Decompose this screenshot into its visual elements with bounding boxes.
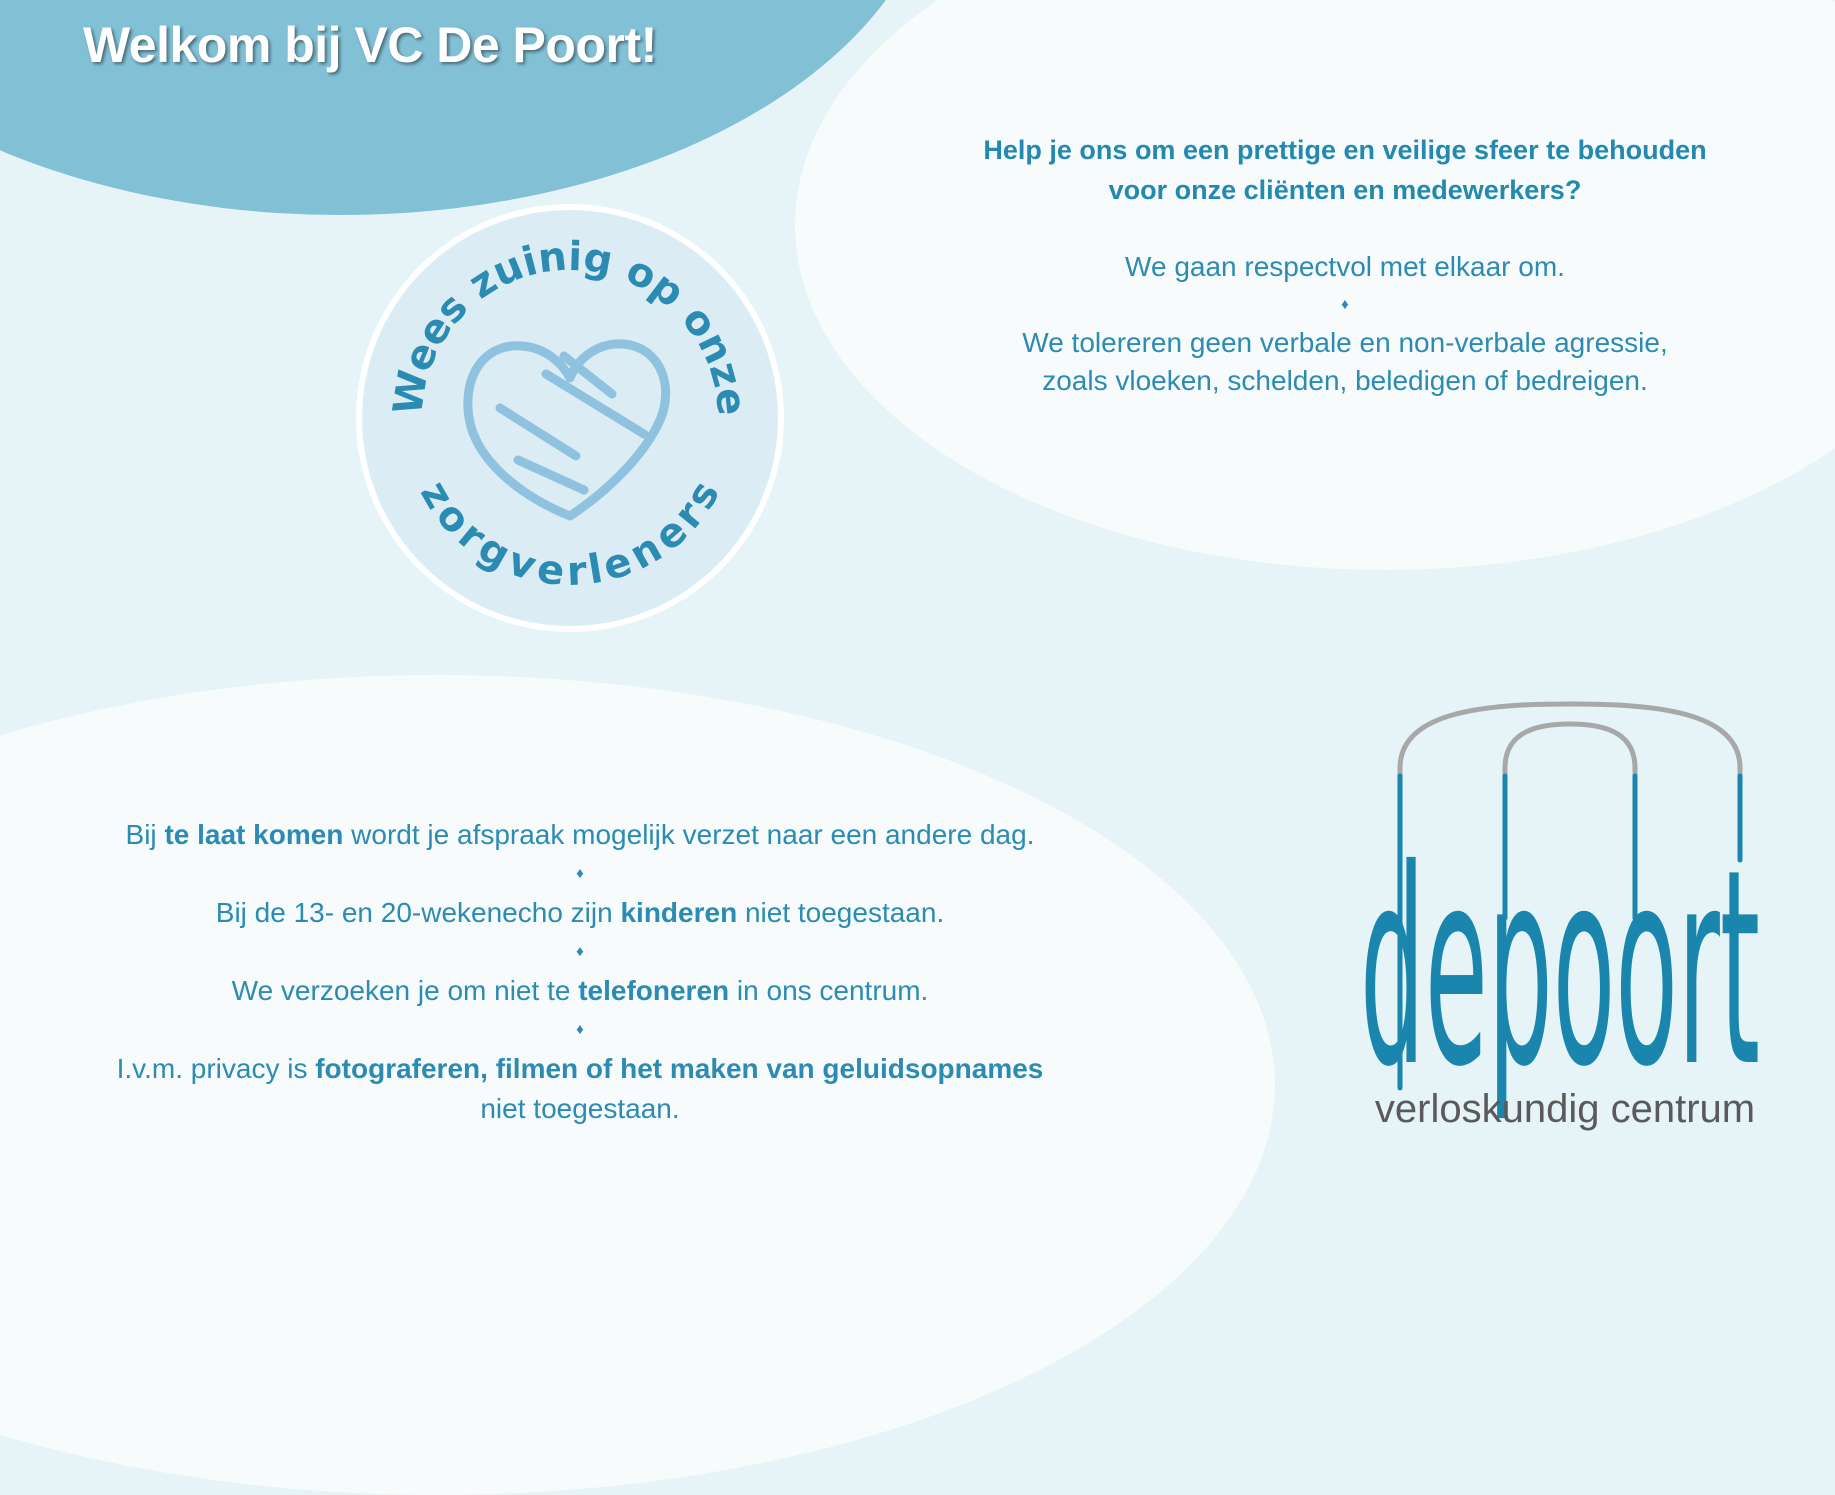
rule-respect: We gaan respectvol met elkaar om. xyxy=(1125,251,1565,282)
separator-diamond-icon: ♦ xyxy=(576,1021,584,1038)
separator-diamond-icon: ♦ xyxy=(1341,296,1349,313)
rule-aggression-line-1: We tolereren geen verbale en non-verbale agressie, xyxy=(1022,327,1668,358)
intro-section xyxy=(930,130,1760,400)
rule-late: Bij te laat komen wordt je afspraak mogelijk verzet naar een andere dag. xyxy=(125,819,1035,850)
rule-privacy: I.v.m. privacy is fotograferen, filmen of het maken van geluidsopnames xyxy=(116,1053,1044,1084)
logo xyxy=(1340,690,1780,1140)
logo-arch-icon xyxy=(1400,704,1740,776)
separator-diamond-icon: ♦ xyxy=(576,943,584,960)
intro-lead-line-2: voor onze cliënten en medewerkers? xyxy=(1108,175,1582,205)
badge-arc-bottom-text: zorgverleners xyxy=(411,473,729,596)
rules-section xyxy=(60,815,1100,1129)
rule-aggression-line-2: zoals vloeken, schelden, beledigen of bedreigen. xyxy=(1042,365,1648,396)
separator-diamond-icon: ♦ xyxy=(576,865,584,882)
care-badge xyxy=(350,198,790,638)
intro-lead-line-1: Help je ons om een prettige en veilige sfeer te behouden xyxy=(983,135,1707,165)
rule-phone: We verzoeken je om niet te telefoneren in ons centrum. xyxy=(231,975,929,1006)
logo-wordmark: depoort xyxy=(1360,811,1760,1126)
badge-arc-top-text: Wees zuinig op onze xyxy=(384,233,755,418)
logo-subtitle: verloskundig centrum xyxy=(1374,1087,1756,1131)
page-title: Welkom bij VC De Poort! xyxy=(83,17,657,73)
rule-children: Bij de 13- en 20-wekenecho zijn kinderen niet toegestaan. xyxy=(215,897,945,928)
rule-privacy-line-2: niet toegestaan. xyxy=(480,1093,680,1124)
